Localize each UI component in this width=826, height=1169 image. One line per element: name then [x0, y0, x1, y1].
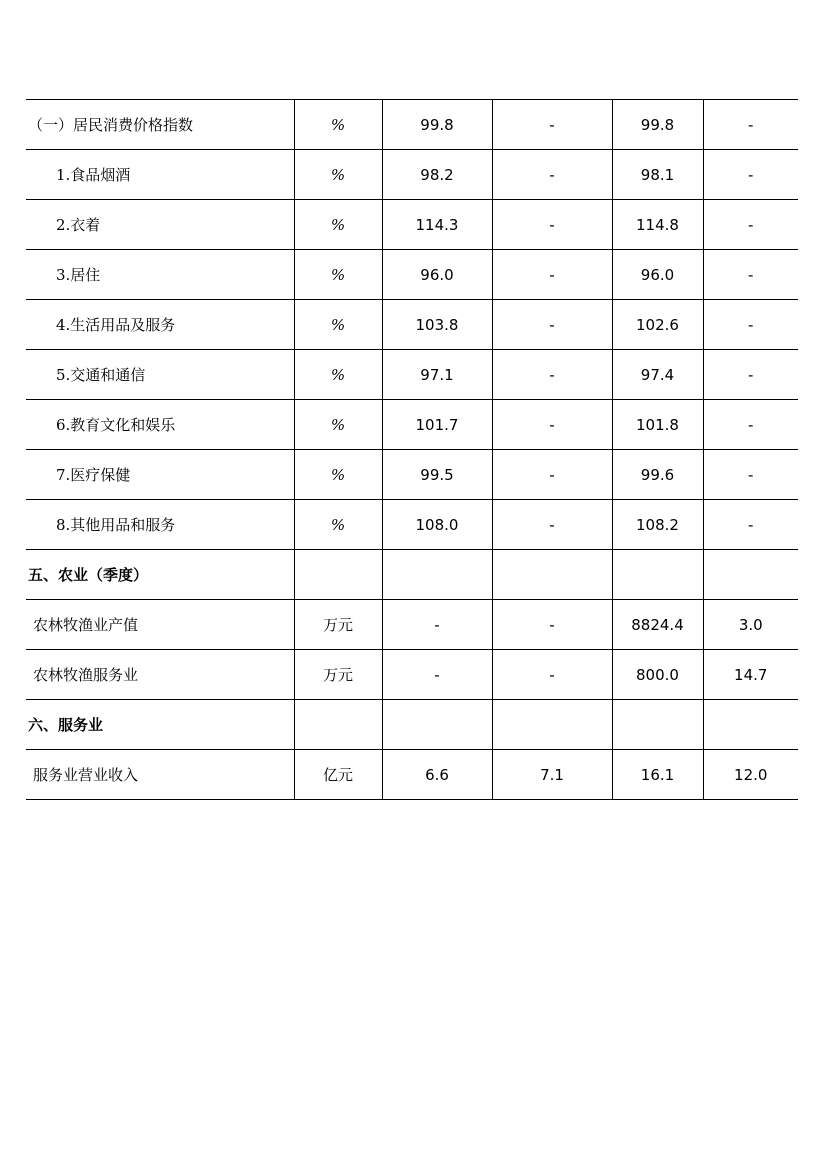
row-label: 农林牧渔服务业	[26, 650, 294, 700]
table-row	[26, 100, 798, 150]
row-label: 6.教育文化和娱乐	[26, 400, 294, 450]
value-cell-1: 99.5	[382, 450, 492, 500]
value-cell-2: -	[492, 300, 612, 350]
unit-cell	[294, 550, 382, 600]
unit-cell: 亿元	[294, 750, 382, 800]
value-cell-1: 108.0	[382, 500, 492, 550]
table-row	[26, 400, 798, 450]
value-cell-1: -	[382, 600, 492, 650]
value-cell-1	[382, 550, 492, 600]
value-cell-3: 99.8	[612, 100, 703, 150]
value-cell-2: -	[492, 450, 612, 500]
unit-cell: %	[294, 400, 382, 450]
value-cell-3: 8824.4	[612, 600, 703, 650]
value-cell-2: -	[492, 350, 612, 400]
row-label: 8.其他用品和服务	[26, 500, 294, 550]
row-label: 五、农业（季度）	[26, 550, 294, 600]
statistics-table	[26, 99, 798, 800]
value-cell-1: 98.2	[382, 150, 492, 200]
value-cell-3: 16.1	[612, 750, 703, 800]
unit-cell: %	[294, 350, 382, 400]
value-cell-4: -	[703, 150, 798, 200]
unit-cell: 万元	[294, 650, 382, 700]
value-cell-2: -	[492, 100, 612, 150]
unit-cell: %	[294, 250, 382, 300]
row-label: 5.交通和通信	[26, 350, 294, 400]
value-cell-2	[492, 700, 612, 750]
value-cell-1: 97.1	[382, 350, 492, 400]
value-cell-3: 114.8	[612, 200, 703, 250]
row-label: 1.食品烟酒	[26, 150, 294, 200]
table-row	[26, 600, 798, 650]
value-cell-4: -	[703, 200, 798, 250]
value-cell-2: -	[492, 250, 612, 300]
value-cell-1: 99.8	[382, 100, 492, 150]
unit-cell: %	[294, 500, 382, 550]
value-cell-2: 7.1	[492, 750, 612, 800]
value-cell-2: -	[492, 150, 612, 200]
unit-cell: %	[294, 300, 382, 350]
value-cell-1: -	[382, 650, 492, 700]
value-cell-1	[382, 700, 492, 750]
unit-cell: 万元	[294, 600, 382, 650]
value-cell-1: 96.0	[382, 250, 492, 300]
value-cell-3: 97.4	[612, 350, 703, 400]
table-row	[26, 300, 798, 350]
value-cell-4: -	[703, 400, 798, 450]
row-label: 2.衣着	[26, 200, 294, 250]
table-row	[26, 250, 798, 300]
value-cell-2: -	[492, 400, 612, 450]
value-cell-2: -	[492, 650, 612, 700]
value-cell-4: 3.0	[703, 600, 798, 650]
value-cell-2: -	[492, 200, 612, 250]
value-cell-3: 98.1	[612, 150, 703, 200]
table-row	[26, 200, 798, 250]
value-cell-3	[612, 700, 703, 750]
section-header-row	[26, 700, 798, 750]
value-cell-4: -	[703, 450, 798, 500]
table-row	[26, 500, 798, 550]
unit-cell: %	[294, 450, 382, 500]
value-cell-4	[703, 550, 798, 600]
value-cell-4	[703, 700, 798, 750]
row-label: 六、服务业	[26, 700, 294, 750]
table-row	[26, 350, 798, 400]
value-cell-1: 114.3	[382, 200, 492, 250]
value-cell-4: -	[703, 250, 798, 300]
unit-cell: %	[294, 200, 382, 250]
value-cell-3: 800.0	[612, 650, 703, 700]
table-row	[26, 150, 798, 200]
unit-cell: %	[294, 150, 382, 200]
unit-cell: %	[294, 100, 382, 150]
value-cell-3: 101.8	[612, 400, 703, 450]
table-row	[26, 750, 798, 800]
value-cell-2: -	[492, 600, 612, 650]
value-cell-4: -	[703, 350, 798, 400]
value-cell-4: -	[703, 500, 798, 550]
table-row	[26, 650, 798, 700]
value-cell-4: 14.7	[703, 650, 798, 700]
table-body	[26, 100, 798, 800]
value-cell-3: 99.6	[612, 450, 703, 500]
value-cell-2	[492, 550, 612, 600]
unit-cell	[294, 700, 382, 750]
value-cell-3	[612, 550, 703, 600]
row-label: 3.居住	[26, 250, 294, 300]
value-cell-4: -	[703, 100, 798, 150]
row-label: 服务业营业收入	[26, 750, 294, 800]
row-label: （一）居民消费价格指数	[26, 100, 294, 150]
value-cell-4: 12.0	[703, 750, 798, 800]
row-label: 7.医疗保健	[26, 450, 294, 500]
section-header-row	[26, 550, 798, 600]
value-cell-1: 6.6	[382, 750, 492, 800]
value-cell-2: -	[492, 500, 612, 550]
value-cell-1: 101.7	[382, 400, 492, 450]
table-row	[26, 450, 798, 500]
value-cell-3: 102.6	[612, 300, 703, 350]
value-cell-4: -	[703, 300, 798, 350]
row-label: 农林牧渔业产值	[26, 600, 294, 650]
value-cell-1: 103.8	[382, 300, 492, 350]
value-cell-3: 108.2	[612, 500, 703, 550]
value-cell-3: 96.0	[612, 250, 703, 300]
row-label: 4.生活用品及服务	[26, 300, 294, 350]
